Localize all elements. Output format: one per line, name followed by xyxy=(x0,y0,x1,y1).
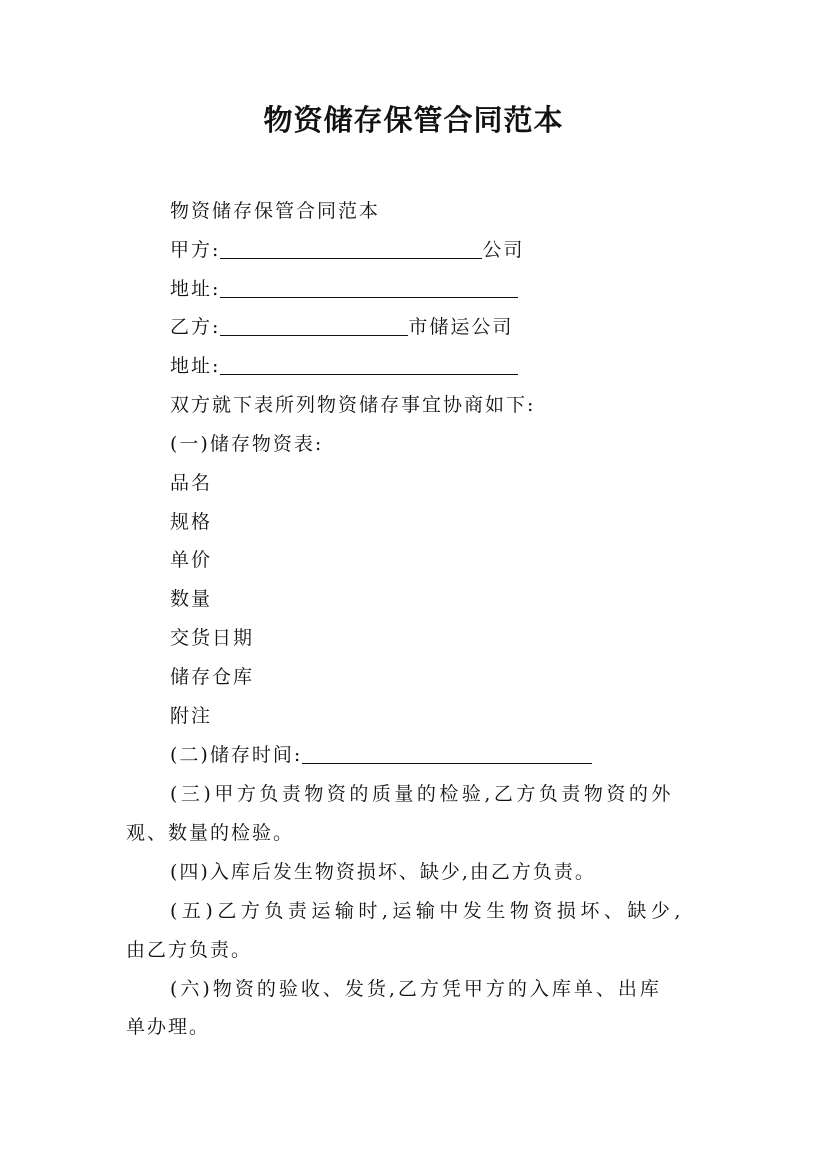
table-field: 规格 xyxy=(170,511,213,533)
section-5-line-1: (五)乙方负责运输时,运输中发生物资损坏、缺少, xyxy=(170,900,685,922)
section-2-line xyxy=(170,741,592,769)
party-b-blank xyxy=(220,315,408,336)
section-5-line-2: 由乙方负责。 xyxy=(126,939,253,961)
table-field: 单价 xyxy=(170,549,213,571)
address-b-label: 地址: xyxy=(170,355,221,377)
storage-time-blank xyxy=(302,743,592,764)
table-field: 品名 xyxy=(170,472,213,494)
section-6-line-1: (六)物资的验收、发货,乙方凭甲方的入库单、出库 xyxy=(170,978,662,1000)
party-b-suffix: 市储运公司 xyxy=(408,316,514,338)
table-field: 储存仓库 xyxy=(170,666,255,688)
address-b-blank xyxy=(220,354,518,375)
party-a-line xyxy=(170,236,524,264)
address-b-line xyxy=(170,352,518,380)
table-field: 交货日期 xyxy=(170,627,255,649)
address-a-label: 地址: xyxy=(170,278,221,300)
document-title: 物资储存保管合同范本 xyxy=(263,103,564,137)
party-b-line xyxy=(170,313,513,341)
address-a-line xyxy=(170,275,518,303)
section-3-line-1: (三)甲方负责物资的质量的检验,乙方负责物资的外 xyxy=(170,783,674,805)
intro-text: 双方就下表所列物资储存事宜协商如下: xyxy=(170,394,536,416)
section-1-heading: (一)储存物资表: xyxy=(170,433,324,455)
section-4-line: (四)入库后发生物资损坏、缺少,由乙方负责。 xyxy=(170,861,596,883)
section-6-line-2: 单办理。 xyxy=(126,1016,211,1038)
party-a-blank xyxy=(220,238,482,259)
section-3-line-2: 观、数量的检验。 xyxy=(126,822,295,844)
party-a-label: 甲方: xyxy=(170,239,221,261)
table-field: 附注 xyxy=(170,705,213,727)
address-a-blank xyxy=(220,277,518,298)
table-field: 数量 xyxy=(170,588,213,610)
subtitle: 物资储存保管合同范本 xyxy=(170,200,381,222)
party-b-label: 乙方: xyxy=(170,316,221,338)
section-2-label: (二)储存时间: xyxy=(170,744,303,766)
party-a-suffix: 公司 xyxy=(482,239,525,261)
